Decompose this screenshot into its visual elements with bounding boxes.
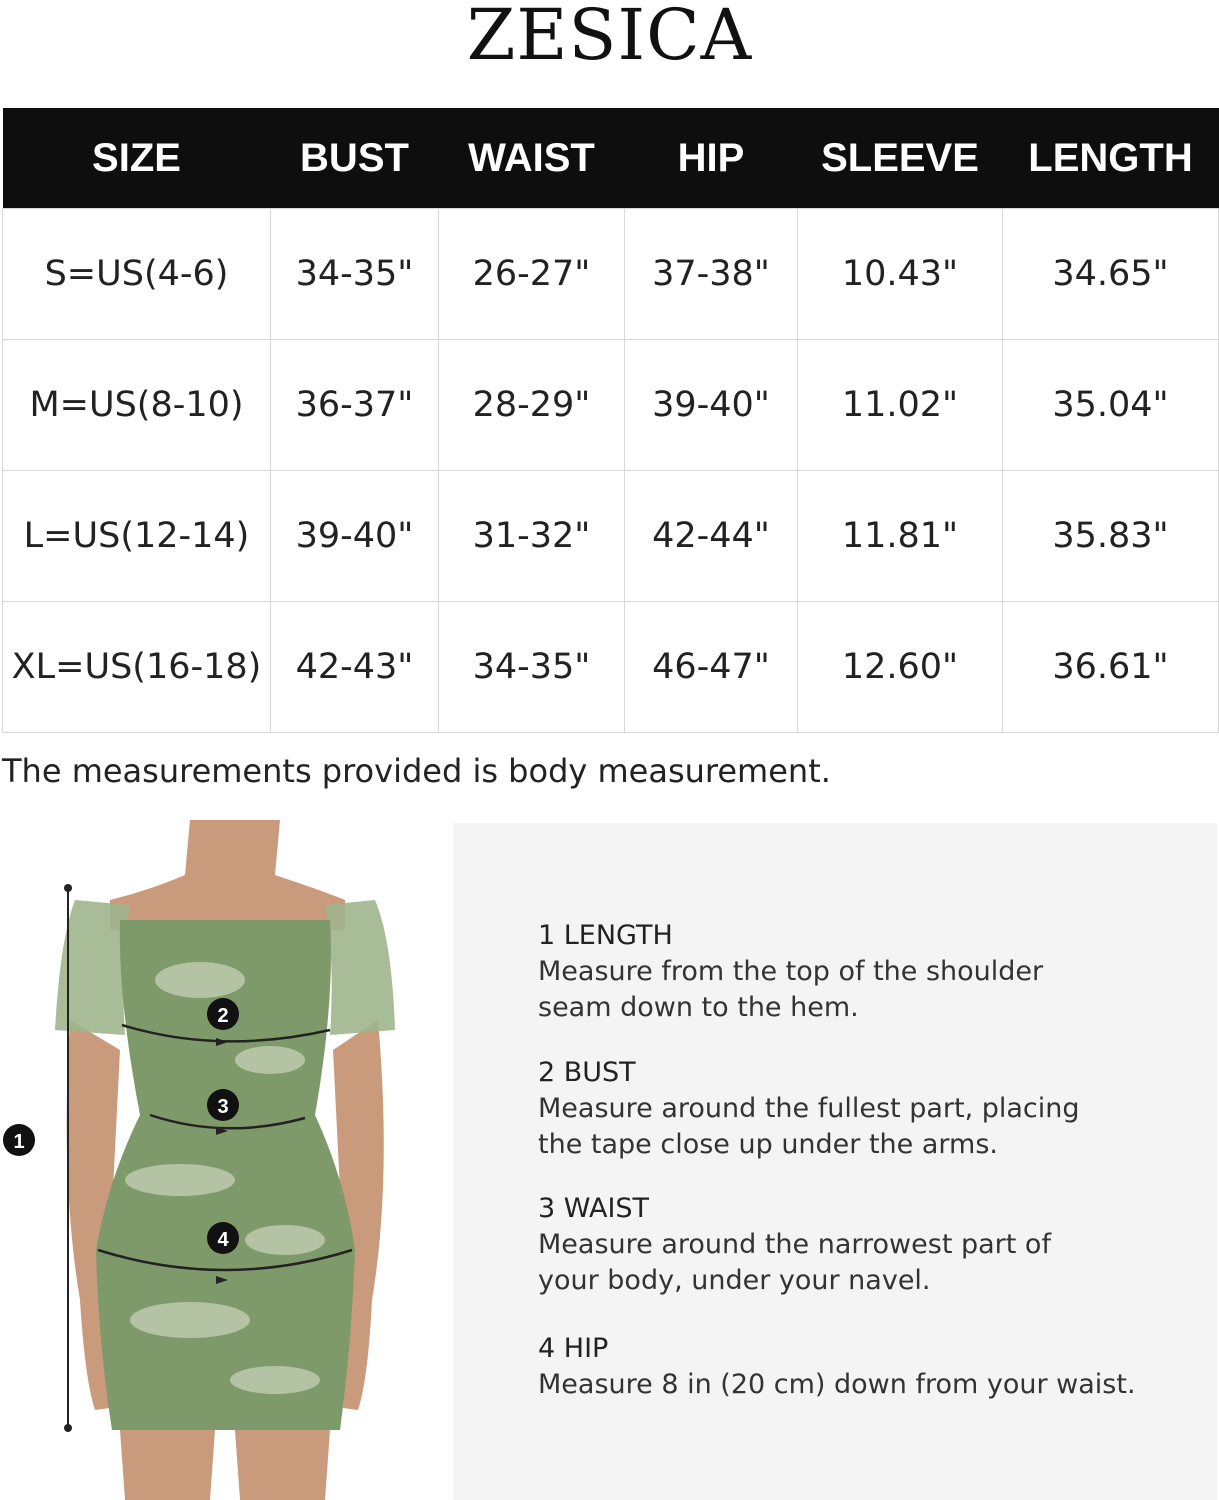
table-row: [3, 209, 1219, 340]
cell-size: L=US(12-14): [3, 471, 271, 602]
table-row: [3, 602, 1219, 733]
table-header-row: [3, 108, 1219, 209]
guide-item-length: [538, 918, 1043, 1026]
cell-length: 35.83": [1003, 471, 1219, 602]
cell-sleeve: 12.60": [798, 602, 1003, 733]
cell-waist: 28-29": [439, 340, 625, 471]
cell-hip: 37-38": [625, 209, 798, 340]
measurement-note: The measurements provided is body measurement.: [2, 752, 831, 790]
svg-text:2: 2: [217, 1005, 229, 1027]
cell-size: M=US(8-10): [3, 340, 271, 471]
guide-item-waist: [538, 1191, 1051, 1299]
cell-waist: 26-27": [439, 209, 625, 340]
guide-description: Measure around the narrowest part of your body, under your navel.: [538, 1229, 1051, 1296]
guide-title: 3 WAIST: [538, 1193, 650, 1224]
cell-sleeve: 11.81": [798, 471, 1003, 602]
header-waist: WAIST: [439, 108, 625, 209]
cell-sleeve: 10.43": [798, 209, 1003, 340]
cell-size: XL=US(16-18): [3, 602, 271, 733]
svg-text:4: 4: [217, 1229, 229, 1251]
guide-item-hip: [538, 1331, 1136, 1403]
guide-title: 4 HIP: [538, 1333, 609, 1364]
guide-title: 2 BUST: [538, 1057, 636, 1088]
cell-bust: 39-40": [271, 471, 439, 602]
marker-3: [207, 1089, 239, 1121]
size-chart-table: [2, 108, 1219, 733]
marker-2: [207, 998, 239, 1030]
cell-hip: 42-44": [625, 471, 798, 602]
header-size: SIZE: [3, 108, 271, 209]
dress-right-sleeve: [325, 900, 395, 1035]
guide-description: Measure from the top of the shoulder seam down to the hem.: [538, 956, 1044, 1023]
cell-size: S=US(4-6): [3, 209, 271, 340]
cell-waist: 34-35": [439, 602, 625, 733]
cell-sleeve: 11.02": [798, 340, 1003, 471]
cell-hip: 39-40": [625, 340, 798, 471]
cell-hip: 46-47": [625, 602, 798, 733]
dress-figure: [0, 820, 450, 1500]
cell-bust: 36-37": [271, 340, 439, 471]
marker-4: [207, 1222, 239, 1254]
guide-description: Measure 8 in (20 cm) down from your waist.: [538, 1369, 1136, 1400]
guide-title: 1 LENGTH: [538, 920, 673, 951]
cell-bust: 34-35": [271, 209, 439, 340]
cell-length: 35.04": [1003, 340, 1219, 471]
svg-text:3: 3: [217, 1096, 229, 1118]
table-row: [3, 471, 1219, 602]
marker-1: [3, 1124, 35, 1156]
header-sleeve: SLEEVE: [798, 108, 1003, 209]
guide-description: Measure around the fullest part, placing the tape close up under the arms.: [538, 1093, 1080, 1160]
model-legs: [120, 1430, 330, 1500]
table-row: [3, 340, 1219, 471]
header-hip: HIP: [625, 108, 798, 209]
header-length: LENGTH: [1003, 108, 1219, 209]
cell-bust: 42-43": [271, 602, 439, 733]
cell-length: 36.61": [1003, 602, 1219, 733]
cell-waist: 31-32": [439, 471, 625, 602]
brand-logo: ZESICA: [466, 0, 753, 76]
measurement-guide: [453, 823, 1217, 1500]
svg-text:1: 1: [13, 1131, 25, 1153]
dress-left-sleeve: [55, 900, 130, 1035]
model-neck: [110, 820, 345, 930]
guide-item-bust: [538, 1055, 1080, 1163]
header-bust: BUST: [271, 108, 439, 209]
cell-length: 34.65": [1003, 209, 1219, 340]
